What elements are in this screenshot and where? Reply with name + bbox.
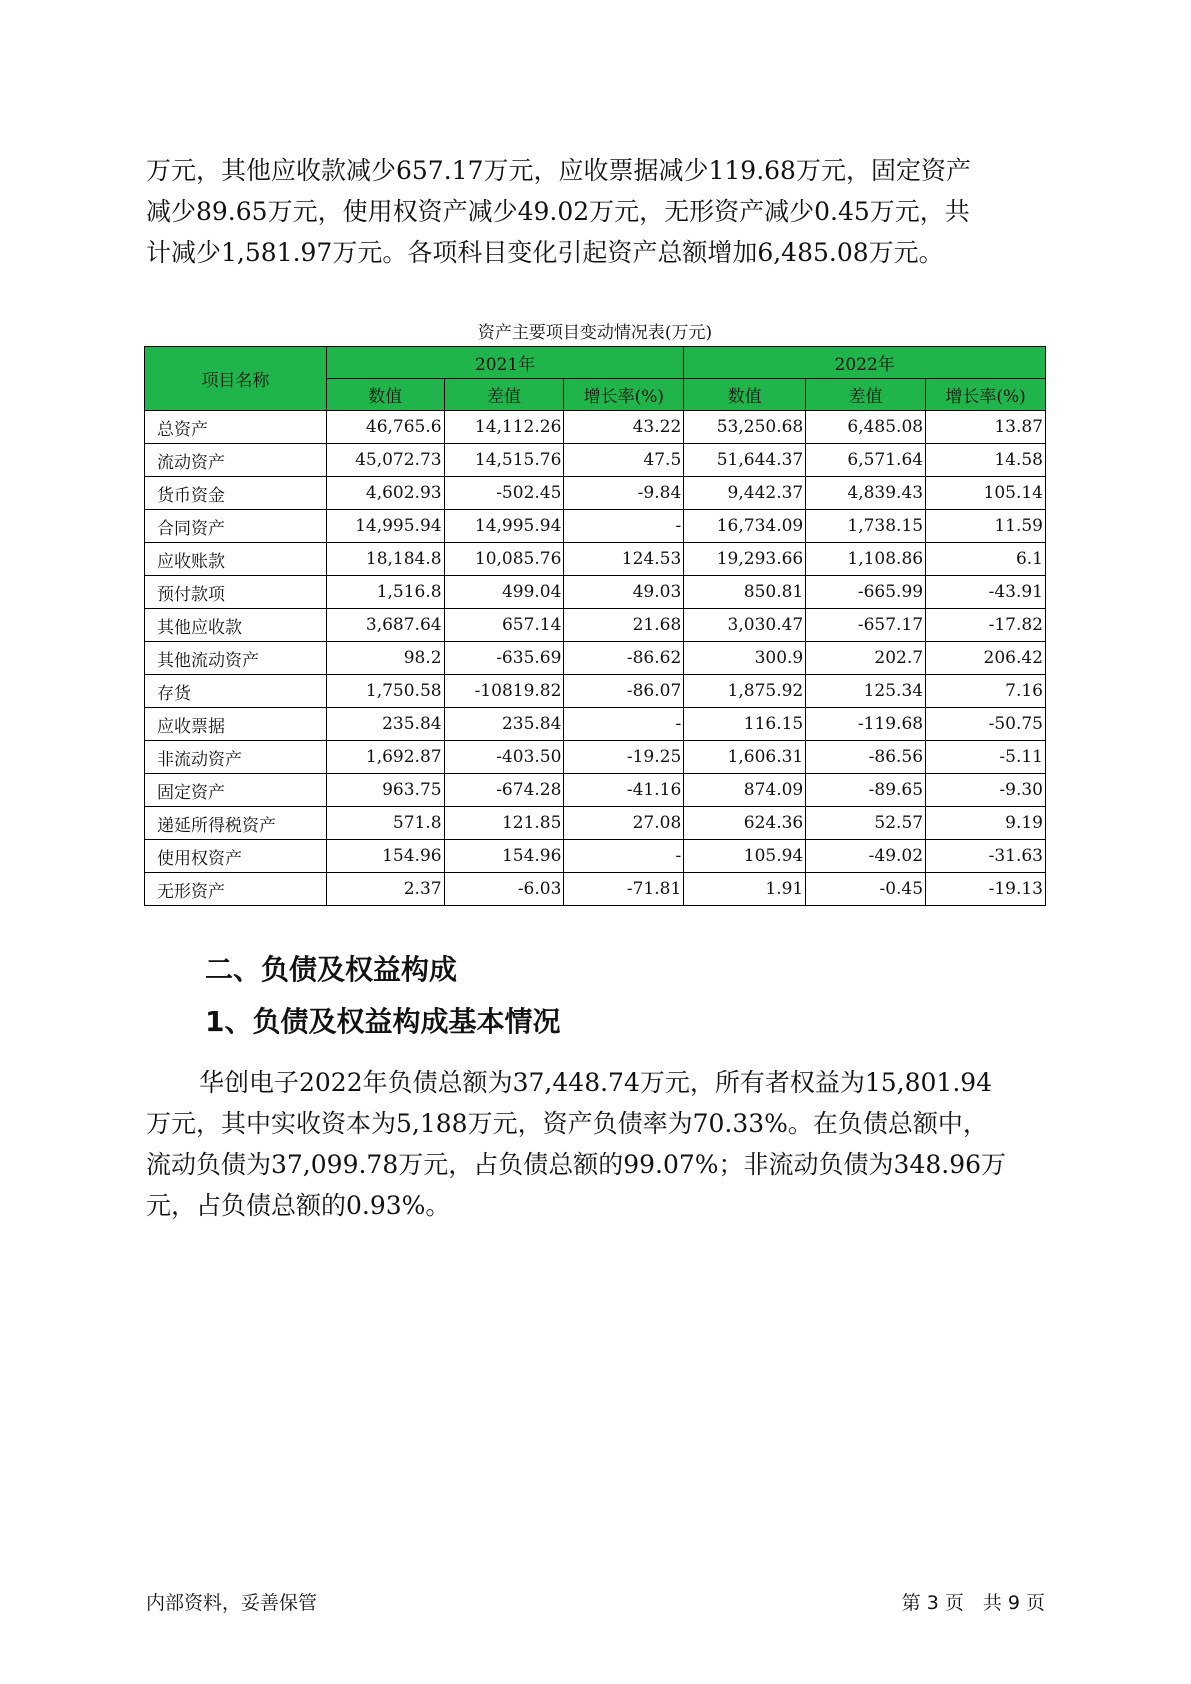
column-header: 数值 [326,379,444,411]
table-cell: -17.82 [926,609,1046,642]
table-cell: -86.56 [806,741,926,774]
table-cell: 154.96 [444,840,564,873]
table-cell: 4,839.43 [806,477,926,510]
table-caption: 资产主要项目变动情况表(万元) [477,323,713,343]
table-cell: 3,687.64 [326,609,444,642]
table-cell: - [564,510,684,543]
row-label: 应收账款 [145,543,327,576]
table-cell: 1.91 [684,873,806,906]
table-cell: -49.02 [806,840,926,873]
table-cell: 850.81 [684,576,806,609]
table-cell: -71.81 [564,873,684,906]
row-label: 使用权资产 [145,840,327,873]
row-label: 存货 [145,675,327,708]
paragraph-line: 流动负债为37,099.78万元，占负债总额的99.07%；非流动负债为348.96万 [146,1150,1007,1179]
table-cell: 6,485.08 [806,411,926,444]
table-row [145,741,1046,774]
table-cell: 154.96 [326,840,444,873]
table-cell: 14,515.76 [444,444,564,477]
paragraph-line: 计减少1,581.97万元。各项科目变化引起资产总额增加6,485.08万元。 [146,238,944,267]
row-label: 应收票据 [145,708,327,741]
row-label: 合同资产 [145,510,327,543]
table-row [145,444,1046,477]
table-cell: 2.37 [326,873,444,906]
column-header: 增长率(%) [564,379,684,411]
table-cell: 571.8 [326,807,444,840]
table-cell: 121.85 [444,807,564,840]
table-row [145,576,1046,609]
table-cell: 14.58 [926,444,1046,477]
column-header: 差值 [806,379,926,411]
table-cell: 10,085.76 [444,543,564,576]
table-cell: 46,765.6 [326,411,444,444]
table-cell: -403.50 [444,741,564,774]
table-cell: 874.09 [684,774,806,807]
table-row [145,510,1046,543]
table-cell: 963.75 [326,774,444,807]
table-row [145,774,1046,807]
table-cell: 1,750.58 [326,675,444,708]
table-row [145,675,1046,708]
footer-page-number: 第 3 页 共 9 页 [901,1592,1045,1614]
row-label: 非流动资产 [145,741,327,774]
table-cell: -50.75 [926,708,1046,741]
table-row [145,477,1046,510]
table-cell: -86.07 [564,675,684,708]
table-cell: 7.16 [926,675,1046,708]
paragraph-line: 减少89.65万元，使用权资产减少49.02万元，无形资产减少0.45万元，共 [146,197,970,226]
table-cell: -502.45 [444,477,564,510]
table-cell: -9.84 [564,477,684,510]
table-cell: 1,606.31 [684,741,806,774]
year-header-2022: 2022年 [684,347,1046,379]
table-cell: 105.14 [926,477,1046,510]
table-row [145,708,1046,741]
table-cell: 45,072.73 [326,444,444,477]
table-cell: 1,875.92 [684,675,806,708]
table-cell: 4,602.93 [326,477,444,510]
row-label: 其他应收款 [145,609,327,642]
table-cell: -19.13 [926,873,1046,906]
table-cell: -31.63 [926,840,1046,873]
row-label: 预付款项 [145,576,327,609]
row-label: 递延所得税资产 [145,807,327,840]
table-cell: -657.17 [806,609,926,642]
liability-paragraph [146,1062,1044,1226]
paragraph-line: 华创电子2022年负债总额为37,448.74万元，所有者权益为15,801.94 [199,1068,993,1097]
table-cell: 125.34 [806,675,926,708]
subsection-heading: 1、负债及权益构成基本情况 [205,1005,561,1038]
table-cell: -6.03 [444,873,564,906]
table-cell: 9,442.37 [684,477,806,510]
footer-confidential-note: 内部资料，妥善保管 [146,1592,318,1614]
row-label: 固定资产 [145,774,327,807]
table-cell: 206.42 [926,642,1046,675]
paragraph-line: 万元，其中实收资本为5,188万元，资产负债率为70.33%。在负债总额中， [146,1109,988,1138]
intro-paragraph [146,150,1044,273]
table-row [145,873,1046,906]
table-cell: 105.94 [684,840,806,873]
column-header: 数值 [684,379,806,411]
table-cell: 1,108.86 [806,543,926,576]
asset-change-table [144,346,1046,906]
table-cell: 14,995.94 [326,510,444,543]
table-cell: 235.84 [444,708,564,741]
table-cell: 14,995.94 [444,510,564,543]
table-row [145,840,1046,873]
row-label: 货币资金 [145,477,327,510]
table-cell: 14,112.26 [444,411,564,444]
table-cell: 624.36 [684,807,806,840]
table-cell: -86.62 [564,642,684,675]
table-cell: 27.08 [564,807,684,840]
table-cell: -635.69 [444,642,564,675]
year-header-2021: 2021年 [326,347,683,379]
table-row [145,807,1046,840]
table-cell: - [564,840,684,873]
table-cell: 9.19 [926,807,1046,840]
table-cell: 43.22 [564,411,684,444]
table-cell: 6,571.64 [806,444,926,477]
table-cell: 51,644.37 [684,444,806,477]
table-cell: 19,293.66 [684,543,806,576]
table-cell: -665.99 [806,576,926,609]
table-cell: 499.04 [444,576,564,609]
table-cell: -41.16 [564,774,684,807]
table-cell: 52.57 [806,807,926,840]
table-cell: 49.03 [564,576,684,609]
table-cell: -119.68 [806,708,926,741]
table-cell: -10819.82 [444,675,564,708]
table-cell: 657.14 [444,609,564,642]
row-label: 流动资产 [145,444,327,477]
table-cell: -9.30 [926,774,1046,807]
table-cell: 16,734.09 [684,510,806,543]
table-row [145,642,1046,675]
table-row [145,411,1046,444]
table-cell: 6.1 [926,543,1046,576]
item-name-header: 项目名称 [145,347,327,411]
table-row [145,543,1046,576]
table-cell: 300.9 [684,642,806,675]
table-cell: -89.65 [806,774,926,807]
paragraph-line: 元，占负债总额的0.93%。 [146,1191,451,1220]
table-cell: -5.11 [926,741,1046,774]
table-cell: 11.59 [926,510,1046,543]
table-cell: -674.28 [444,774,564,807]
table-cell: 21.68 [564,609,684,642]
table-cell: 18,184.8 [326,543,444,576]
table-cell: 1,516.8 [326,576,444,609]
paragraph-line: 万元，其他应收款减少657.17万元，应收票据减少119.68万元，固定资产 [146,156,971,185]
table-row [145,609,1046,642]
row-label: 无形资产 [145,873,327,906]
table-body [145,411,1046,906]
table-cell: 3,030.47 [684,609,806,642]
table-cell: 202.7 [806,642,926,675]
table-cell: 47.5 [564,444,684,477]
row-label: 总资产 [145,411,327,444]
table-cell: 124.53 [564,543,684,576]
table-cell: 13.87 [926,411,1046,444]
table-cell: 1,738.15 [806,510,926,543]
table-cell: 235.84 [326,708,444,741]
table-cell: 1,692.87 [326,741,444,774]
table-cell: -19.25 [564,741,684,774]
table-cell: - [564,708,684,741]
row-label: 其他流动资产 [145,642,327,675]
column-header: 增长率(%) [926,379,1046,411]
table-cell: -43.91 [926,576,1046,609]
table-cell: 116.15 [684,708,806,741]
table-cell: 53,250.68 [684,411,806,444]
table-cell: -0.45 [806,873,926,906]
table-cell: 98.2 [326,642,444,675]
section-heading: 二、负债及权益构成 [205,953,458,986]
column-header: 差值 [444,379,564,411]
